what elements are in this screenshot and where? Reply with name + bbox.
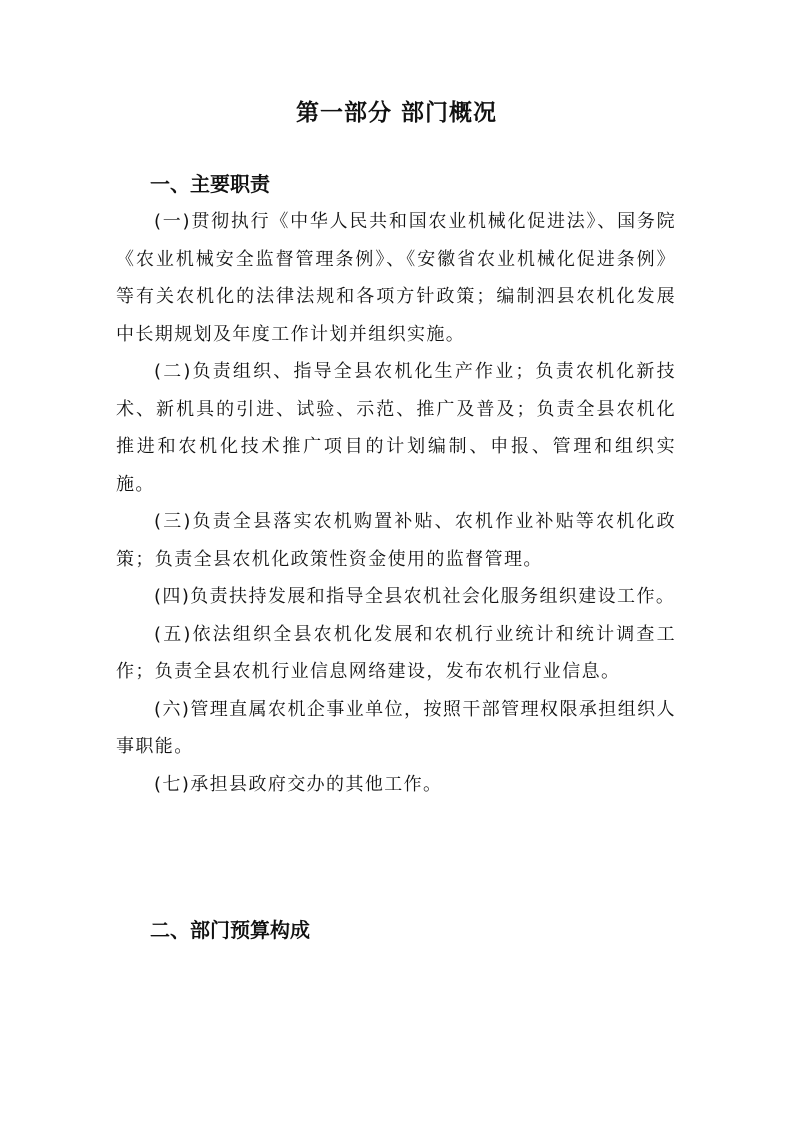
page-title: 第一部分 部门概况 bbox=[295, 100, 497, 126]
duty-paragraph: (六)管理直属农机企事业单位，按照干部管理权限承担组织人事职能。 bbox=[116, 698, 676, 757]
duty-paragraph: (一)贯彻执行《中华人民共和国农业机械化促进法》、国务院《农业机械安全监督管理条例》、《安徽省农业机械化促进条例》等有关农机化的法律法规和各项方针政策；编制泗县农机化发展中长期规划及年度工作计划并组织实施。 bbox=[116, 211, 676, 345]
duty-paragraph: (四)负责扶持发展和指导全县农机社会化服务组织建设工作。 bbox=[154, 586, 676, 607]
section-heading-budget-composition: 二、部门预算构成 bbox=[150, 918, 310, 942]
section-body-main-duties bbox=[116, 203, 676, 803]
duty-paragraph: (三)负责全县落实农机购置补贴、农机作业补贴等农机化政策；负责全县农机化政策性资金使用的监督管理。 bbox=[116, 511, 676, 570]
duty-paragraph: (二)负责组织、指导全县农机化生产作业；负责农机化新技术、新机具的引进、试验、示范、推广及普及；负责全县农机化推进和农机化技术推广项目的计划编制、申报、管理和组织实施。 bbox=[116, 361, 676, 495]
section-heading-main-duties: 一、主要职责 bbox=[150, 172, 270, 196]
duty-paragraph: (七)承担县政府交办的其他工作。 bbox=[154, 773, 443, 795]
duty-paragraph: (五)依法组织全县农机化发展和农机行业统计和统计调查工作；负责全县农机行业信息网络建设，发布农机行业信息。 bbox=[116, 623, 676, 682]
